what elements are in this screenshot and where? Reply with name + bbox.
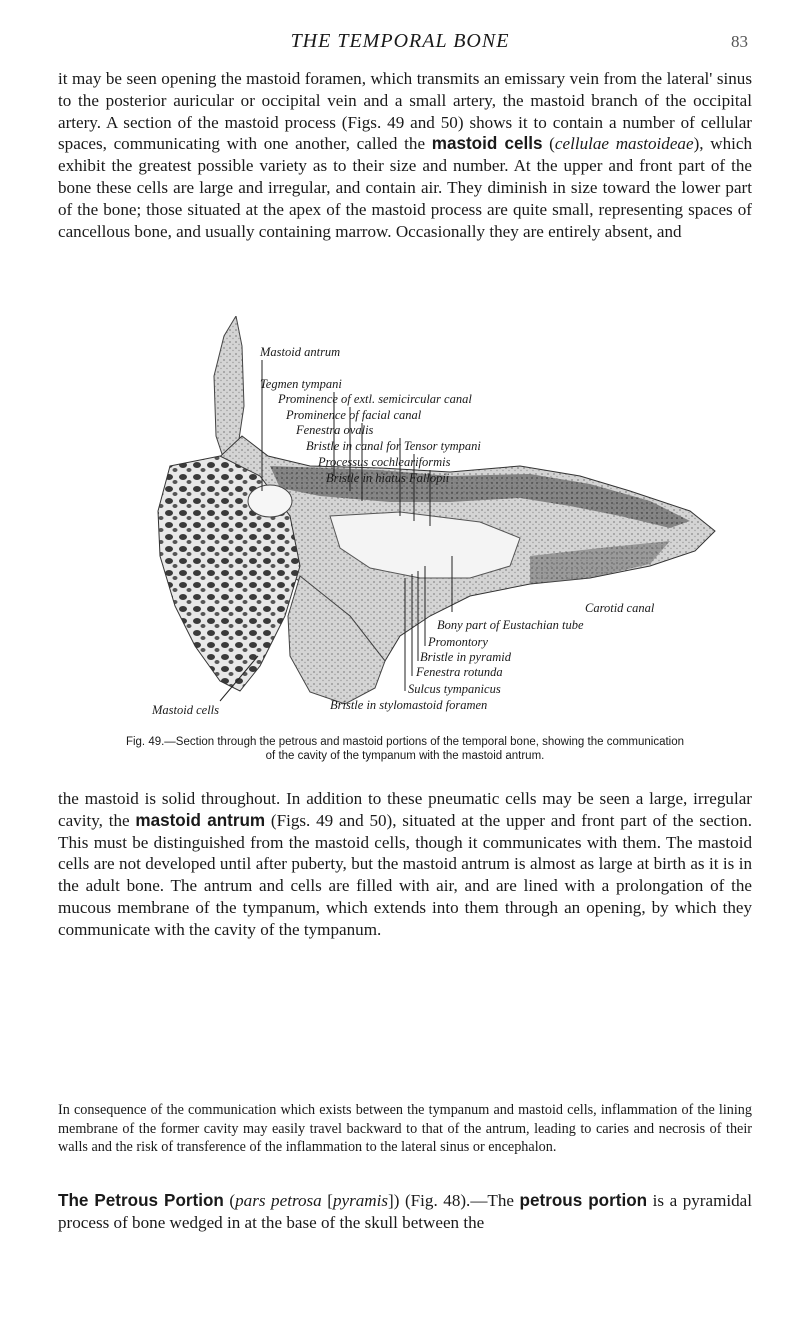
temporal-bone-section-illustration — [150, 316, 720, 716]
text-run: ( — [223, 1191, 236, 1210]
paragraph-3-small: In consequence of the communication which exists between the tympanum and mastoid cells, inflammation of the lining membrane of the former cavity may easily travel backward to that of the antrum, leading to caries and necrosis of their walls and the risk of transference of the inflammation to the lateral sinus or encephalon. — [58, 1102, 752, 1155]
text-run: ), which exhibit the greatest possible variety as to their size and number. At the upper and front part of the bone these cells are large and irregular, and contain air. They diminish in size toward the lower part of the bone; those situated at the apex of the mastoid process are quite small, representing spaces of cancellous bone, and usually containing marrow. Occasionally they are entirely absent, and — [58, 134, 753, 241]
text-run: ( — [542, 134, 555, 154]
label-tegmen-tympani: Tegmen tympani — [260, 377, 342, 391]
label-bristle-tensor-tympani: Bristle in canal for Tensor tympani — [306, 439, 481, 453]
running-head — [0, 30, 800, 58]
latin-term: pyramis — [332, 1191, 389, 1210]
term-mastoid-cells: mastoid cells — [431, 134, 543, 154]
label-promontory: Promontory — [428, 635, 488, 649]
figure-caption — [58, 735, 752, 763]
caption-line-1: Fig. 49.—Section through the petrous and mastoid portions of the temporal bone, showing the communication — [125, 736, 685, 748]
label-bristle-stylomastoid: Bristle in stylomastoid foramen — [330, 698, 488, 712]
label-prominence-facial-canal: Prominence of facial canal — [286, 408, 422, 422]
label-carotid-canal: Carotid canal — [585, 601, 655, 615]
paragraph-2 — [58, 788, 752, 941]
latin-term: pars petrosa — [235, 1191, 322, 1210]
paragraph-4 — [58, 1190, 752, 1234]
label-processus-cochleariformis: Processus cochleariformis — [318, 455, 451, 469]
label-bony-eustachian-tube: Bony part of Eustachian tube — [437, 618, 584, 632]
figure-49 — [150, 316, 720, 716]
label-sulcus-tympanicus: Sulcus tympanicus — [408, 682, 501, 696]
label-mastoid-cells: Mastoid cells — [152, 703, 220, 716]
page-number: 83 — [731, 32, 748, 51]
term-mastoid-antrum: mastoid antrum — [135, 810, 266, 830]
term-petrous-portion: petrous portion — [519, 1191, 648, 1210]
running-title: THE TEMPORAL BONE — [290, 30, 510, 52]
text-run: the mastoid is solid throughout. In addition to these pneumatic cells may be seen a large, irregular cavity, the — [58, 789, 752, 830]
label-prominence-extl-canal: Prominence of extl. semicircular canal — [278, 392, 472, 406]
text-run: is a pyramidal process of bone wedged in at the base of the skull between the — [58, 1191, 753, 1232]
text-run: (Figs. 49 and 50), situated at the upper and front part of the section. This must be distinguished from the mastoid cells, though it communicates with them. The mastoid cells are not developed until after puberty, but the mastoid antrum is almost as large at birth as it is in the adult bone. The antrum and cells are filled with air, and are lined with a prolongation of the mucous membrane of the tympanum, which extends into them through an opening, by which they communicate with the cavity of the tympanum. — [58, 810, 752, 939]
label-fenestra-rotunda: Fenestra rotunda — [416, 665, 503, 679]
paragraph-1 — [58, 68, 752, 242]
heading-petrous-portion: The Petrous Portion — [58, 1191, 224, 1210]
text-run: it may be seen opening the mastoid foramen, which transmits an emissary vein from the lateral' sinus to the posterior auricular or occipital vein and a small artery, the mastoid branch of the occipital artery. A section of the mastoid process (Figs. 49 and 50) shows it to contain a number of cellular spaces, communicating with one another, called the — [58, 69, 752, 154]
latin-term: cellulae mastoideae — [554, 134, 694, 154]
label-fenestra-ovalis: Fenestra ovalis — [296, 423, 374, 437]
text-run: [ — [321, 1191, 333, 1210]
label-bristle-pyramid: Bristle in pyramid — [420, 650, 511, 664]
caption-line-2: of the cavity of the tympanum with the mastoid antrum. — [265, 750, 545, 762]
text-run: ]) (Fig. 48).—The — [388, 1191, 520, 1210]
label-mastoid-antrum: Mastoid antrum — [260, 345, 341, 359]
label-bristle-hiatus-fallopii: Bristle in hiatus Fallopii — [326, 471, 450, 485]
